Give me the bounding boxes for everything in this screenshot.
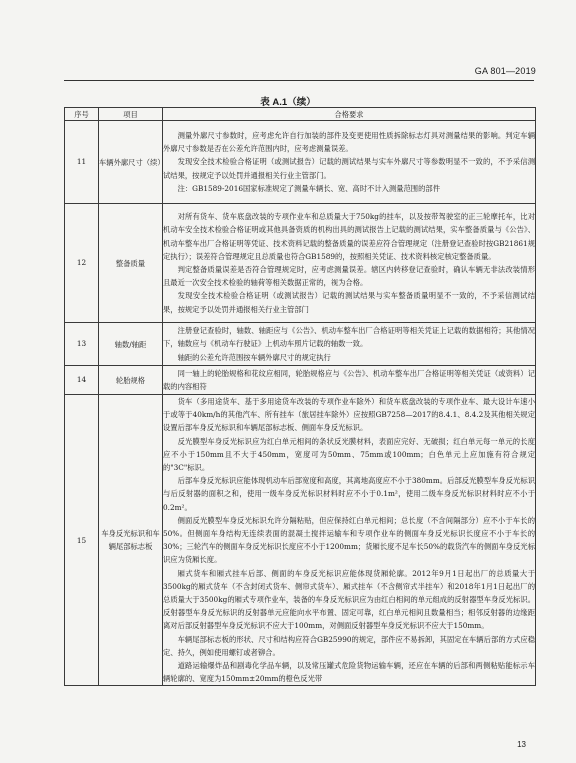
requirements-table bbox=[64, 107, 536, 686]
header-rule bbox=[64, 80, 534, 81]
row-requirement bbox=[163, 121, 536, 204]
row-requirement bbox=[163, 366, 536, 395]
table-caption: 表 A.1（续） bbox=[260, 97, 316, 108]
requirement-paragraph: 对所有货车、货车底盘改装的专项作业车和总质量大于750kg的挂车，以及按带驾驶室的正三轮摩托车，比对机动车安全技术检验合格证明或其他具备资质的机构出具的测试报告上记载的测试结果，实车整备质量与《公告》、机动车整车出厂合格证明等凭证、技术资料记载的整备质量的误差应符合管理规定（注册登记查验时按GB21861规定执行）；误差符合管理规定且总质量也符合GB1589的，按照相关凭证、技术资料核定核定整备质量。 bbox=[163, 212, 535, 261]
column-header-item: 项目 bbox=[99, 108, 163, 121]
table-row bbox=[65, 366, 536, 395]
requirement-note: 注：GB1589-2016国家标准规定了测量车辆长、宽、高时不计入测量范围的部件 bbox=[177, 183, 440, 193]
requirement-paragraph: 厢式货车和厢式挂车后部、侧面的车身反光标识应能体现货厢轮廓。2012年9月1日起出厂的总质量大于3500kg的厢式货车（不含封闭式货车、侧帘式货车）、厢式挂车（不含侧帘式半挂车）和2018年1月1日起出厂的总质量大于3500kg的厢式专项作业车，装备的车身反光标识应为由红白相间的单元组成的反射器型车身反光标识。反射器型车身反光标识的反射器单元应能向水平布置、固定可靠，红白单元相间且数量相当；相邻反射器的边缘距离对后部反射器型车身反光标识不应大于100mm，对侧面反射器型车身反光标识不应大于150mm。 bbox=[163, 568, 535, 631]
row-seq: 15 bbox=[65, 395, 99, 686]
row-item: 轴数/轴距 bbox=[99, 323, 163, 366]
requirement-paragraph: 货车（多用途货车、基于多用途货车改装的专项作业车除外）和货车底盘改装的专项作业车、最大设计车速小于或等于40km/h的其他汽车、所有挂车（旅居挂车除外）应按照GB7258—2017的8.4.1、8.4.2及其他相关规定设置后部车身反光标识和车辆尾部标志板、侧面车身反光标识。 bbox=[163, 397, 535, 433]
row-item: 整备质量 bbox=[99, 204, 163, 323]
requirement-paragraph: 测量外廓尺寸参数时，应考虑允许自行加装的部件及变更使用性质拆除标志灯具对测量结果的影响。判定车辆外廓尺寸参数是否在公差允许范围内时，应考虑测量误差。 bbox=[163, 130, 535, 154]
row-item: 车身反光标识和车辆尾部标志板 bbox=[99, 395, 163, 686]
row-seq: 11 bbox=[65, 121, 99, 204]
requirement-paragraph: 判定整备质量误差是否符合管理规定时，应考虑测量误差。辖区内转移登记查验时，确认车辆无非法改装情形且最近一次安全技术检验的轴荷等相关数据正常的，视为合格。 bbox=[163, 265, 535, 288]
table-row bbox=[65, 121, 536, 204]
requirement-paragraph: 道路运输爆炸品和剧毒化学品车辆，以及常压罐式危险货物运输车辆，还应在车辆的后部和两侧粘贴能标示车辆轮廓的、宽度为150mm±20mm的橙色反光带 bbox=[163, 661, 535, 684]
table-row bbox=[65, 323, 536, 366]
row-seq: 13 bbox=[65, 323, 99, 366]
row-requirement bbox=[163, 323, 536, 366]
requirement-paragraph: 后部车身反光标识应能体现机动车后部宽度和高度，其离地高度应不小于380mm。后部反光膜型车身反光标识与后反射器的面积之和，使用一级车身反光标识材料时应不小于0.1m²，使用二级车身反光标识材料时应不小于0.2m²。 bbox=[163, 476, 535, 512]
requirement-paragraph: 发现安全技术检验合格证明（或测试报告）记载的测试结果与实车整备质量明显不一致的，不予采信测试结果，按规定予以处罚并通报相关行业主管部门 bbox=[163, 291, 535, 314]
row-item: 轮胎规格 bbox=[99, 366, 163, 395]
requirement-paragraph: 发现安全技术检验合格证明（或测试报告）记载的测试结果与实车外廓尺寸等参数明显不一致的，不予采信测试结果，按规定予以处罚并通报相关行业主管部门。 bbox=[163, 157, 535, 180]
row-seq: 14 bbox=[65, 366, 99, 395]
column-header-seq: 序号 bbox=[65, 108, 99, 121]
table-row bbox=[65, 395, 536, 686]
row-seq: 12 bbox=[65, 204, 99, 323]
column-header-requirement: 合格要求 bbox=[163, 108, 536, 121]
requirement-paragraph: 侧面反光膜型车身反光标识允许分隔粘贴，但应保持红白单元相间；总长度（不含间隔部分）应不小于车长的50%。但侧面车身结构无连续表面的混凝土搅拌运输车和专项作业车的侧面车身反光标识长度应不小于车长的30%；三轮汽车的侧面车身反光标识长度应不小于1200mm；货厢长度不足车长50%的载货汽车的侧面车身反光标识应为货厢长度。 bbox=[163, 515, 535, 565]
requirement-paragraph: 车辆尾部标志板的形状、尺寸和结构应符合GB25990的规定，部件应不易拆卸，其固定在车辆后部的方式应稳定、持久，例如使用螺钉或者铆合。 bbox=[163, 634, 535, 657]
table-header-row bbox=[65, 108, 536, 121]
requirement-paragraph: 注册登记查验时，轴数、轴距应与《公告》、机动车整车出厂合格证明等相关凭证上记载的数据相符；其他情况下，轴数应与《机动车行驶证》上机动车照片记载的轴数一致。 bbox=[163, 326, 535, 349]
row-item: 车辆外廓尺寸（续） bbox=[99, 121, 163, 204]
requirement-paragraph: 反光膜型车身反光标识应为红白单元相间的条状反光膜材料，表面应完好、无破损；红白单元每一单元的长度应不小于150mm且不大于450mm，宽度可为50mm、75mm或100mm；白色单元上应加施有符合规定的"3C"标识。 bbox=[163, 436, 535, 473]
row-requirement bbox=[163, 204, 536, 323]
table-row bbox=[65, 204, 536, 323]
requirement-paragraph: 轴距的公差允许范围按车辆外廓尺寸的规定执行 bbox=[177, 352, 331, 362]
page-number: 13 bbox=[517, 740, 526, 749]
row-requirement bbox=[163, 395, 536, 686]
requirement-paragraph: 同一轴上的轮胎规格和花纹应相同，轮胎规格应与《公告》、机动车整车出厂合格证明等相关凭证（或资料）记载的内容相符 bbox=[163, 368, 535, 391]
standard-code: GA 801—2019 bbox=[474, 66, 536, 76]
